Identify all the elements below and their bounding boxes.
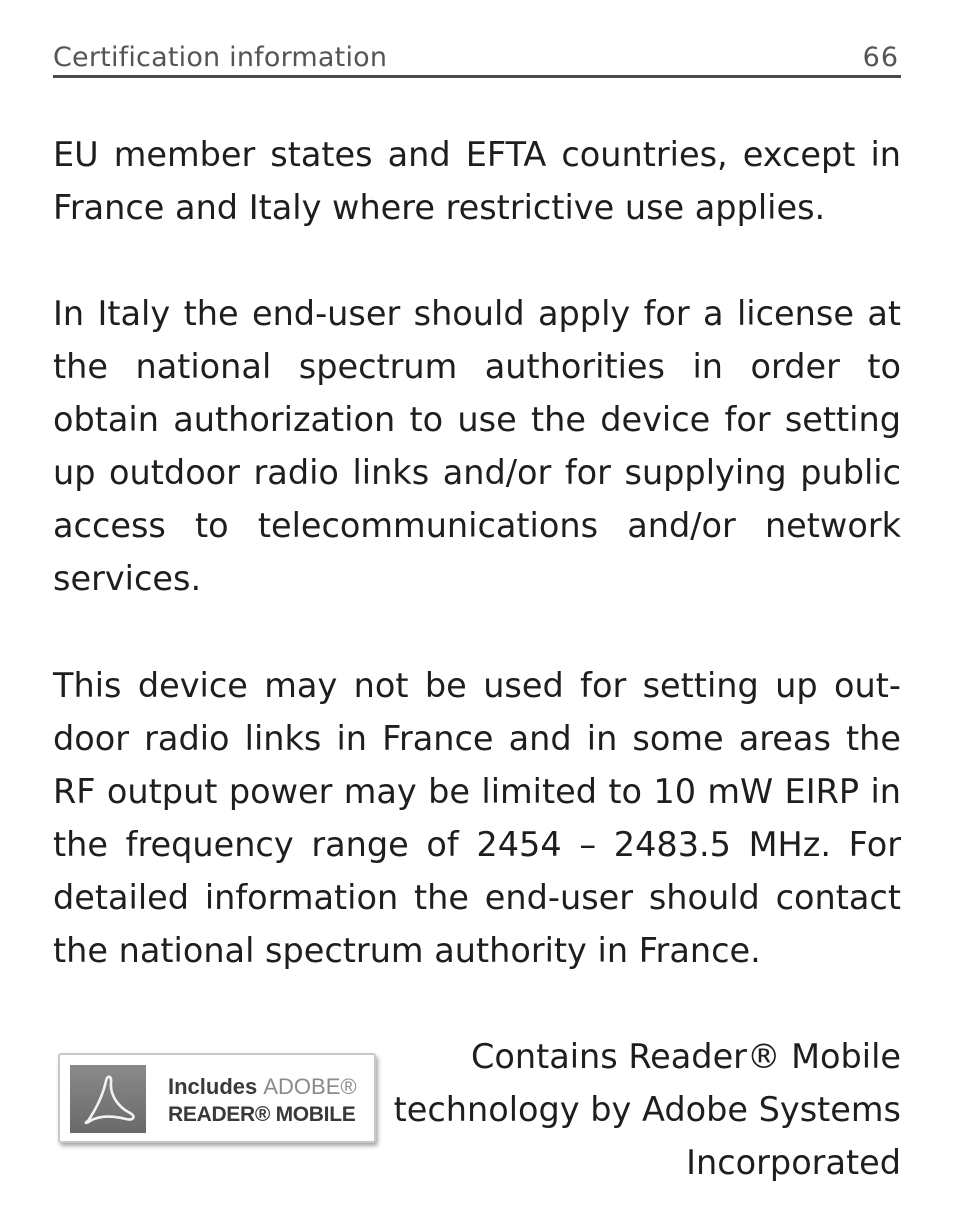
adobe-reader-mobile-badge bbox=[58, 1053, 376, 1143]
page-number: 66 bbox=[862, 42, 899, 73]
paragraph-italy-license: In Italy the end-user should apply for a license at the national spectrum authorities in order to obtain authorization to use the device for setting up outdoor radio links and/or for supplying public access to telecommunications and/or network services. bbox=[53, 294, 901, 598]
credit-line: Incorporated bbox=[686, 1143, 901, 1182]
paragraph-eu-states: EU member states and EFTA countries, except in France and Italy where restrictive use applies. bbox=[53, 135, 901, 227]
section-title: Certification information bbox=[53, 42, 388, 73]
badge-line-includes: Includes ADOBE® bbox=[168, 1074, 357, 1099]
adobe-acrobat-icon bbox=[70, 1065, 146, 1133]
credit-line: Contains Reader® Mobile bbox=[470, 1037, 901, 1076]
credit-line: technology by Adobe Systems bbox=[393, 1090, 901, 1129]
adobe-credit-text bbox=[381, 1030, 901, 1189]
badge-line-reader-mobile: READER® MOBILE bbox=[168, 1103, 356, 1126]
page-header bbox=[53, 40, 901, 78]
paragraph-france-restriction: This device may not be used for setting up outdoor radio links in France and in some areas the RF output power may be limited to 10 mW EIRP in the frequency range of 2454 – 2483.5 MHz. For detailed information the end-user should contact the national spectrum authority in France. bbox=[53, 666, 901, 970]
